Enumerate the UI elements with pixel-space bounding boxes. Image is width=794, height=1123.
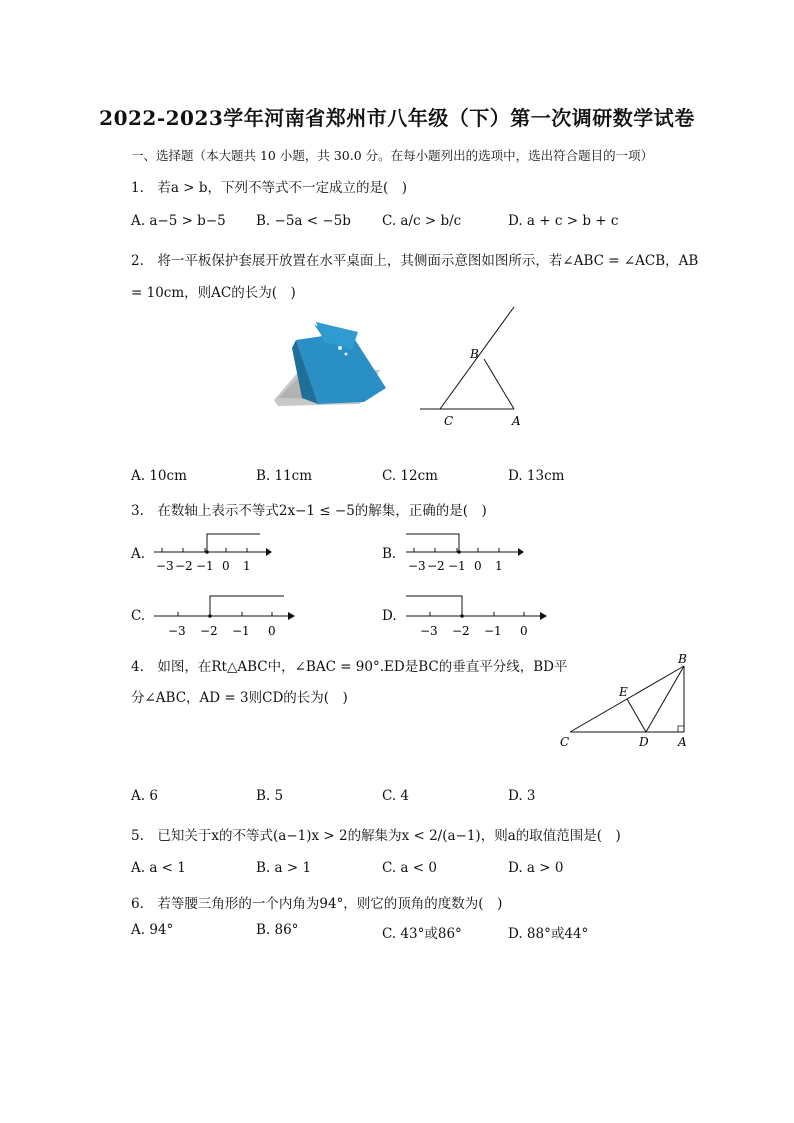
section-heading: 一、选择题（本大题共 10 小题，共 30.0 分。在每小题列出的选项中，选出符合题目的一项） <box>131 148 654 163</box>
q2-option-a: A. 10cm <box>131 468 187 484</box>
question-4-stem-line2: 分∠ABC，AD = 3则CD的长为( ) <box>131 690 348 706</box>
q3c-tick-2: −2 <box>200 624 218 638</box>
q3b-tick-3: −1 <box>448 559 466 573</box>
question-2-stem-line2: = 10cm，则AC的长为( ) <box>131 285 296 301</box>
q3d-tick-3: −1 <box>484 624 502 638</box>
q3-option-d-label: D. <box>382 608 397 624</box>
q6-option-d: D. 88°或44° <box>508 926 589 942</box>
q4-option-c: C. 4 <box>382 788 410 804</box>
tablet-case-image <box>268 318 398 410</box>
question-2-stem-line1: 2. 将一平板保护套展开放置在水平桌面上，其侧面示意图如图所示，若∠ABC = ∠ACB，AB <box>131 253 699 269</box>
q5-option-a: A. a < 1 <box>131 860 186 876</box>
q6-option-b: B. 86° <box>256 922 299 938</box>
q4-segment-bd <box>646 666 684 732</box>
q4-triangle-figure <box>556 650 696 750</box>
q2-option-d: D. 13cm <box>508 468 565 484</box>
q3-option-a-label: A. <box>131 546 146 562</box>
q3b-tick-4: 0 <box>474 559 482 573</box>
question-3-stem: 3. 在数轴上表示不等式2x−1 ≤ −5的解集，正确的是( ) <box>131 503 487 519</box>
q3c-tick-4: 0 <box>268 624 276 638</box>
q2-option-b: B. 11cm <box>256 468 313 484</box>
q3-number-line-a <box>148 528 272 578</box>
q6-option-a: A. 94° <box>131 922 174 938</box>
q4-label-b: B <box>678 652 687 666</box>
q3-number-line-b <box>400 528 524 578</box>
q3b-tick-1: −3 <box>408 559 426 573</box>
question-6-stem: 6. 若等腰三角形的一个内角为94°，则它的顶角的度数为( ) <box>131 896 503 912</box>
q6-option-c: C. 43°或86° <box>382 926 462 942</box>
q2-label-a: A <box>512 414 521 428</box>
question-1-stem: 1. 若a > b，下列不等式不一定成立的是( ) <box>131 180 407 196</box>
q3d-tick-1: −3 <box>420 624 438 638</box>
q4-option-a: A. 6 <box>131 788 158 804</box>
question-4-stem-line1: 4. 如图，在Rt△ABC中，∠BAC = 90°.ED是BC的垂直平分线，BD平 <box>131 659 568 675</box>
question-5-stem: 5. 已知关于x的不等式(a−1)x > 2的解集为x < 2/(a−1)，则a的取值范围是( ) <box>131 828 621 844</box>
q4-label-c: C <box>560 735 570 749</box>
q3d-tick-4: 0 <box>520 624 528 638</box>
q4-option-d: D. 3 <box>508 788 536 804</box>
q3-option-b-label: B. <box>382 546 397 562</box>
q4-segment-ed <box>627 699 646 732</box>
q5-option-b: B. a > 1 <box>256 860 312 876</box>
q5-option-d: D. a > 0 <box>508 860 564 876</box>
q1-option-c: C. a/c > b/c <box>382 213 462 229</box>
q3b-tick-5: 1 <box>495 559 503 573</box>
q3-number-line-c <box>150 590 295 642</box>
q3a-tick-2: −2 <box>175 559 193 573</box>
q4-option-b: B. 5 <box>256 788 284 804</box>
q2-label-c: C <box>444 414 454 428</box>
q3a-tick-3: −1 <box>196 559 214 573</box>
q3b-tick-2: −2 <box>427 559 445 573</box>
q2-line-ba <box>484 359 514 409</box>
q3-option-c-label: C. <box>131 608 146 624</box>
q2-label-b: B <box>470 347 479 361</box>
q3a-tick-1: −3 <box>156 559 174 573</box>
q5-option-c: C. a < 0 <box>382 860 437 876</box>
q3a-tick-5: 1 <box>243 559 251 573</box>
q4-label-a: A <box>678 735 687 749</box>
q1-option-a: A. a−5 > b−5 <box>131 213 226 229</box>
page-title: 2022-2023学年河南省郑州市八年级（下）第一次调研数学试卷 <box>99 106 695 130</box>
q1-option-d: D. a + c > b + c <box>508 213 619 229</box>
q3c-tick-1: −3 <box>168 624 186 638</box>
q3d-tick-2: −2 <box>452 624 470 638</box>
q1-option-b: B. −5a < −5b <box>256 213 351 229</box>
q3c-tick-3: −1 <box>232 624 250 638</box>
q2-option-c: C. 12cm <box>382 468 438 484</box>
q3-number-line-d <box>402 590 547 642</box>
q4-label-d: D <box>639 735 649 749</box>
q2-triangle-figure <box>418 303 528 431</box>
q4-label-e: E <box>619 685 628 699</box>
q3a-tick-4: 0 <box>222 559 230 573</box>
